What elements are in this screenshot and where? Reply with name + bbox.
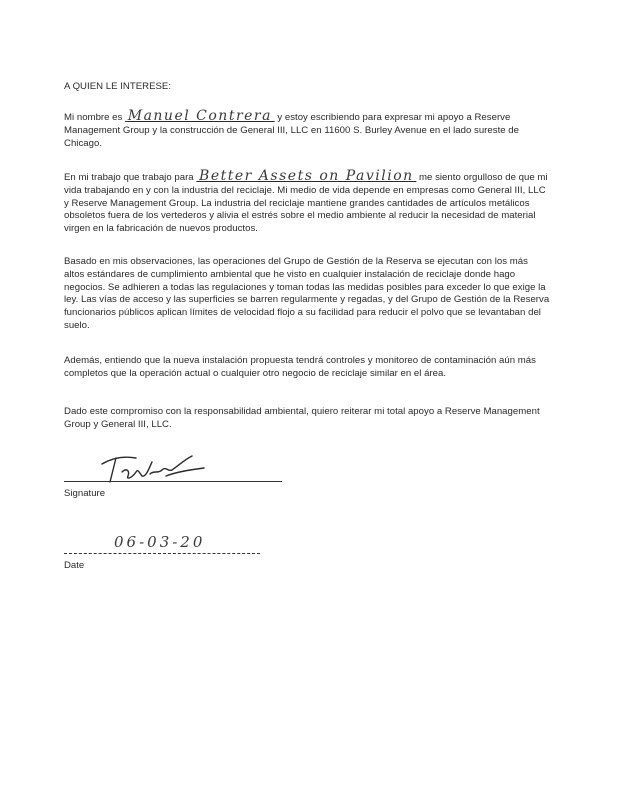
handwritten-name: Manuel Contrera (127, 108, 272, 124)
employer-prefix: En mi trabajo que trabajo para (64, 172, 194, 183)
date-label: Date (64, 560, 85, 571)
paragraph-observations: Basado en mis observaciones, las operaciones del Grupo de Gestión de la Reserva se ejecutan con los más altos estándares de cumplimiento ambiental que he visto en cualquier instalación de reciclaje donde hago negocios. Se adhieren a todas las regulaciones y toman todas las medidas posibles para exceder lo que exige la ley. Las vías de acceso y las superficies se barren regularmente y regadas, y del Grupo de Gestión de la Reserva funcionarios públicos aplican límites de velocidad flojo a su facilidad para reducir el polvo que se levantaban del suelo. (64, 256, 550, 331)
paragraph-employer (64, 170, 550, 236)
employer-blank (196, 168, 416, 184)
name-blank (125, 108, 275, 124)
name-prefix: Mi nombre es (64, 112, 123, 123)
handwritten-date: 06-03-20 (114, 533, 206, 551)
signature-line (64, 481, 282, 482)
date-line (64, 553, 260, 554)
name-rest: y estoy escribiendo para expresar mi apoyo a Reserve Management Group y la construcción de General III, LLC en 11600 S. Burley Avenue en el lado sureste de Chicago. (64, 112, 520, 149)
paragraph-conclusion: Dado este compromiso con la responsabilidad ambiental, quiero reiterar mi total apoyo a Reserve Management Group y General III, LLC. (64, 406, 540, 430)
employer-rest: me siento orgulloso de que mi vida trabajando en y con la industria del reciclaje. Mi medio de vida depende en empresas como General III, LLC y Reserve Management Group. La industria del reciclaje mantiene grandes cantidades de artículos metálicos obsoletos fuera de los vertederos y alivia el estrés sobre el medio ambiente al reducir la necesidad de material virgen en la fabricación de nuevos productos. (64, 172, 548, 235)
paragraph-new-facility: Además, entiendo que la nueva instalación propuesta tendrá controles y monitoreo de contaminación aún más completos que la operación actual o cualquier otro negocio de reciclaje similar en el área. (64, 355, 536, 379)
signature-label: Signature (64, 488, 106, 499)
salutation: A QUIEN LE INTERESE: (64, 81, 172, 92)
paragraph-name (64, 110, 550, 150)
handwritten-employer: Better Assets on Pavilion (199, 168, 414, 184)
